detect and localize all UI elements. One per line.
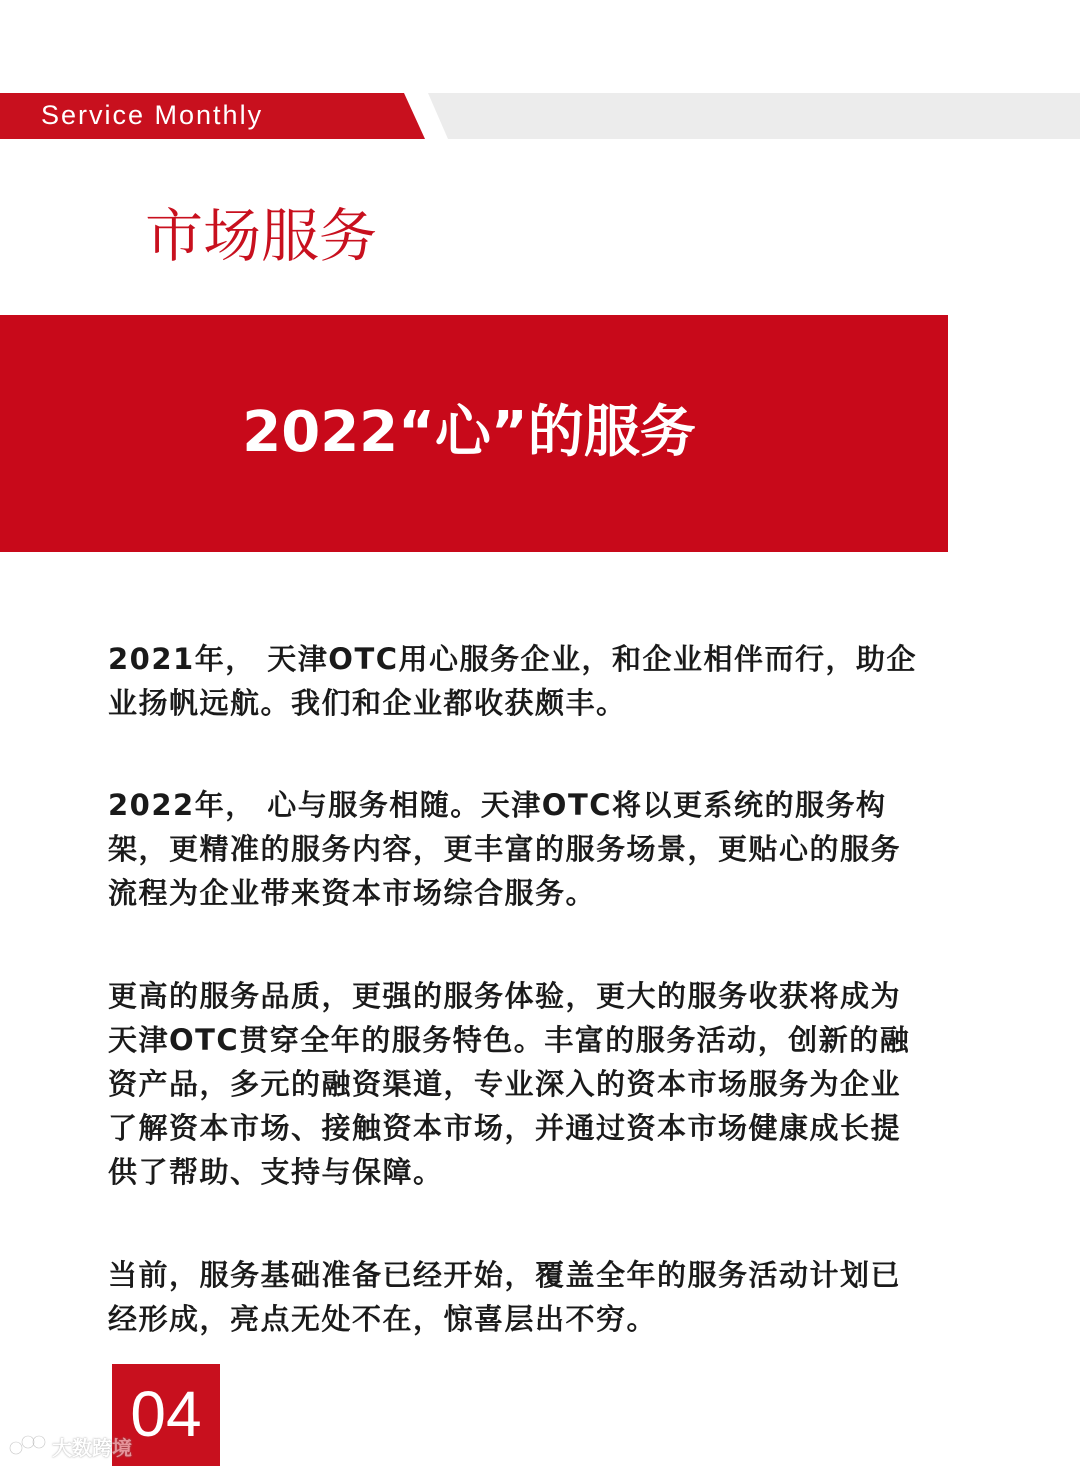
page-number: 04 — [130, 1378, 202, 1450]
watermark-logo-icon — [8, 1432, 46, 1460]
banner-title: 2022“心”的服务 — [242, 400, 696, 465]
title-banner — [0, 315, 948, 552]
publication-name: Service Monthly — [41, 100, 264, 130]
paragraph-2022: 2022年， 心与服务相随。天津OTC将以更系统的服务构架，更精准的服务内容，更丰富的服务场景，更贴心的服务流程为企业带来资本市场综合服务。 — [108, 788, 902, 910]
paragraph-service-features: 更高的服务品质，更强的服务体验，更大的服务收获将成为天津OTC贯穿全年的服务特色。丰富的服务活动，创新的融资产品，多元的融资渠道，专业深入的资本市场服务为企业了解资本市场、接触资本市场，并通过资本市场健康成长提供了帮助、支持与保障。 — [108, 979, 911, 1189]
paragraph-current-status: 当前，服务基础准备已经开始，覆盖全年的服务活动计划已经形成，亮点无处不在，惊喜层出不穷。 — [108, 1258, 902, 1336]
paragraph-2021: 2021年， 天津OTC用心服务企业，和企业相伴而行，助企业扬帆远航。我们和企业都收获颇丰。 — [108, 642, 918, 720]
section-title: 市场服务 — [145, 202, 378, 270]
header-band-decoration — [428, 93, 1080, 139]
watermark — [8, 1428, 132, 1464]
watermark-text: 大数跨境 — [52, 1435, 132, 1460]
